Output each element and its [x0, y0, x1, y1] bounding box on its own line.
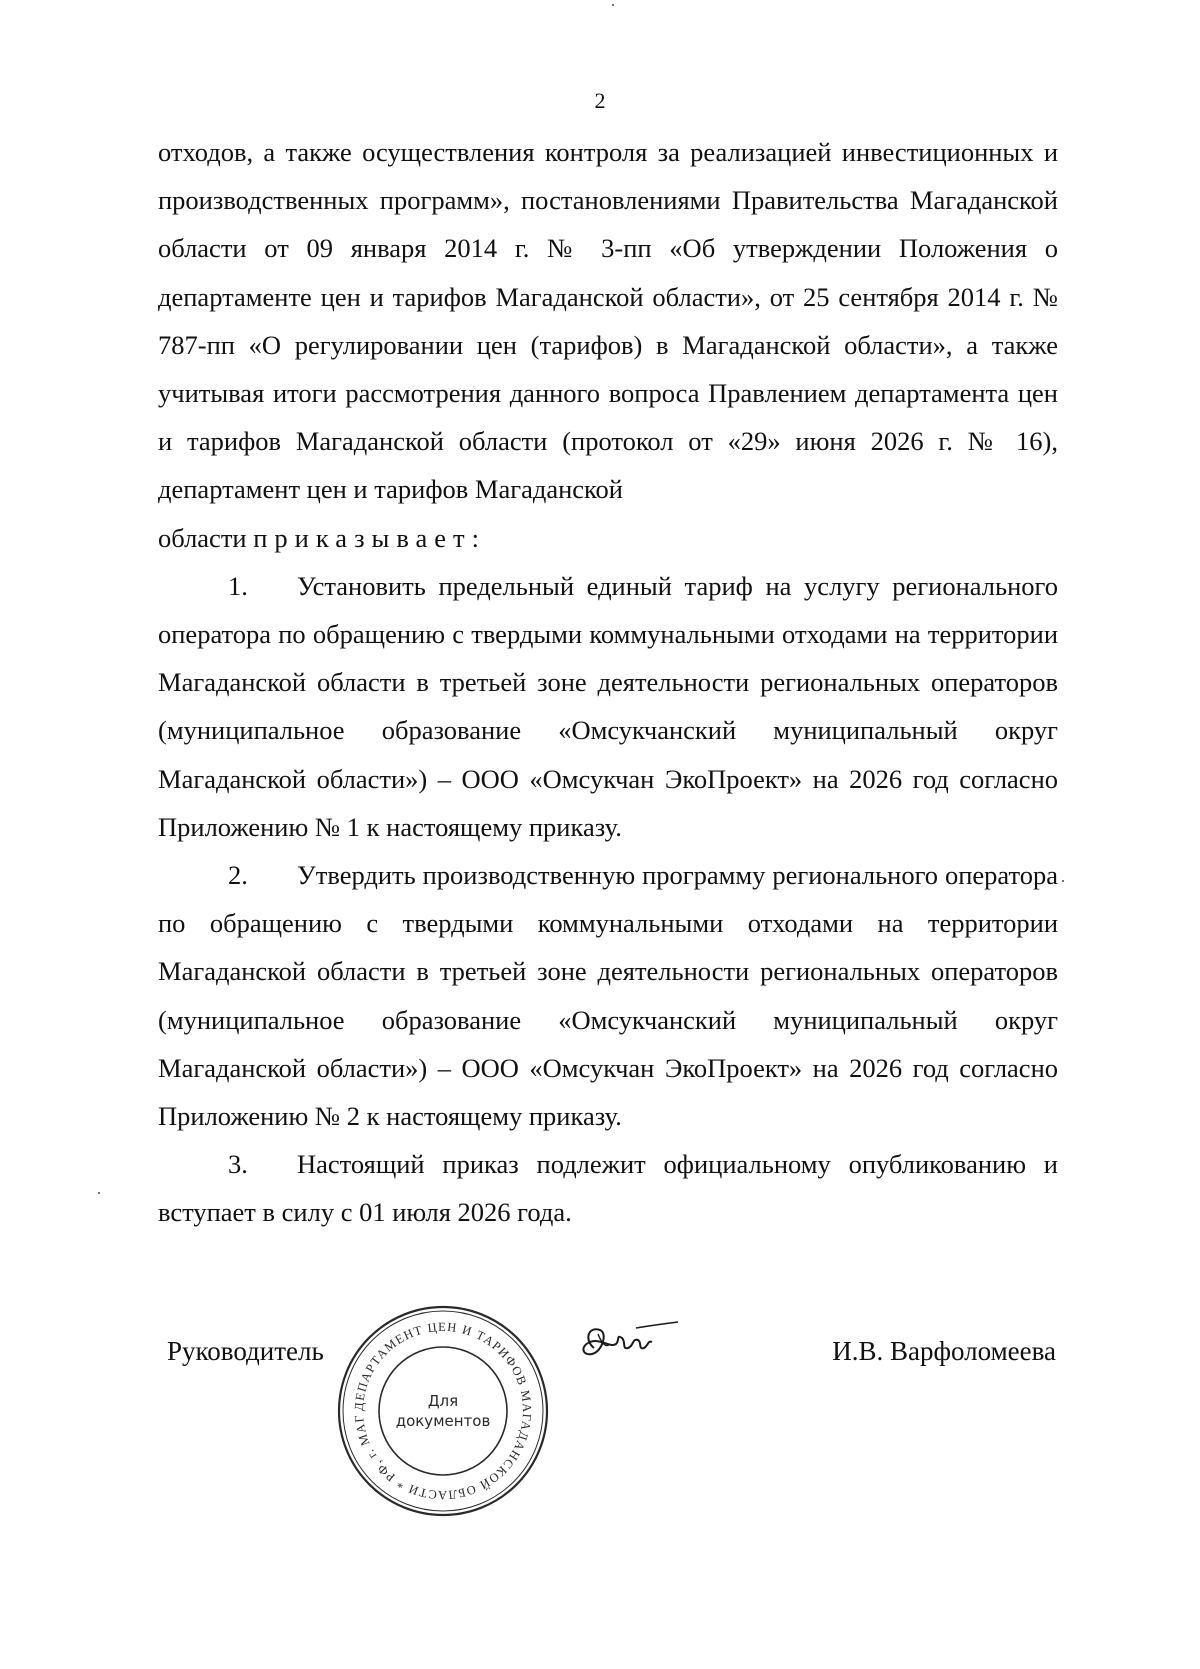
item-text: Утвердить производственную программу регионального оператора по обращению с твердыми коммунальными отходами на территории Магаданской области в третьей зоне деятельности региональных операторов (муниципальное образование «Омсукчанский муниципальный округ Магаданской области») – ООО «Омсукчан ЭкоПроект» на 2026 год согласно Приложению № 2 к настоящему приказу.	[158, 860, 1058, 1132]
seal-outer-ring-inner	[343, 1311, 543, 1511]
item-number: 1.	[228, 570, 248, 601]
scan-speck	[1062, 880, 1064, 882]
seal-ring-text: ДЕПАРТАМЕНТ ЦЕН И ТАРИФОВ МАГАДАНСКОЙ ОБЛАСТИ * РФ, г. МАГ	[351, 1319, 535, 1503]
intro-paragraph	[158, 128, 1058, 514]
seal-inner-ring	[379, 1347, 507, 1475]
item-text: Установить предельный единый тариф на услугу регионального оператора по обращению с твердыми коммунальными отходами на территории Магаданской области в третьей зоне деятельности региональных операторов (муниципальное образование «Омсукчанский муниципальный округ Магаданской области») – ООО «Омсукчан ЭкоПроект» на 2026 год согласно Приложению № 1 к настоящему приказу.	[158, 570, 1058, 842]
official-seal	[330, 1298, 556, 1524]
seal-outer-ring	[339, 1307, 547, 1515]
scan-speck	[98, 1192, 100, 1194]
order-item-3	[158, 1140, 1058, 1236]
seal-center-line2: документов	[395, 1412, 491, 1430]
signatory-title: Руководитель	[167, 1336, 324, 1366]
intro-text: отходов, а также осуществления контроля за реализацией инвестиционных и производственных программ», постановлениями Правительства Магаданской области от 09 января 2014 г. № 3-пп «Об утверждении Положения о департаменте цен и тарифов Магаданской области», от 25 сентября 2014 г. № 787-пп «О регулировании цен (тарифов) в Магаданской области», а также учитывая итоги рассмотрения данного вопроса Правлением департамента цен и тарифов Магаданской области (протокол от «29» июня 2026 г. № 16), департамент цен и тарифов Магаданской	[158, 137, 1058, 505]
document-body	[158, 128, 1058, 1237]
intro-tail	[158, 514, 1058, 562]
handwritten-signature	[576, 1318, 686, 1368]
page-number: 2	[594, 88, 606, 113]
seal-center-line1: Для	[427, 1392, 459, 1410]
order-verb: приказывает:	[253, 522, 486, 553]
item-number: 2.	[228, 860, 248, 891]
item-number: 3.	[228, 1149, 248, 1180]
item-text: Настоящий приказ подлежит официальному опубликованию и вступает в силу с 01 июля 2026 года.	[158, 1149, 1058, 1228]
order-item-1	[158, 562, 1058, 851]
order-item-2	[158, 851, 1058, 1140]
seal-graphic	[330, 1298, 556, 1524]
signatory-name: И.В. Варфоломеева	[832, 1336, 1056, 1366]
scan-speck	[612, 4, 614, 6]
intro-tail-prefix: области	[158, 522, 254, 553]
